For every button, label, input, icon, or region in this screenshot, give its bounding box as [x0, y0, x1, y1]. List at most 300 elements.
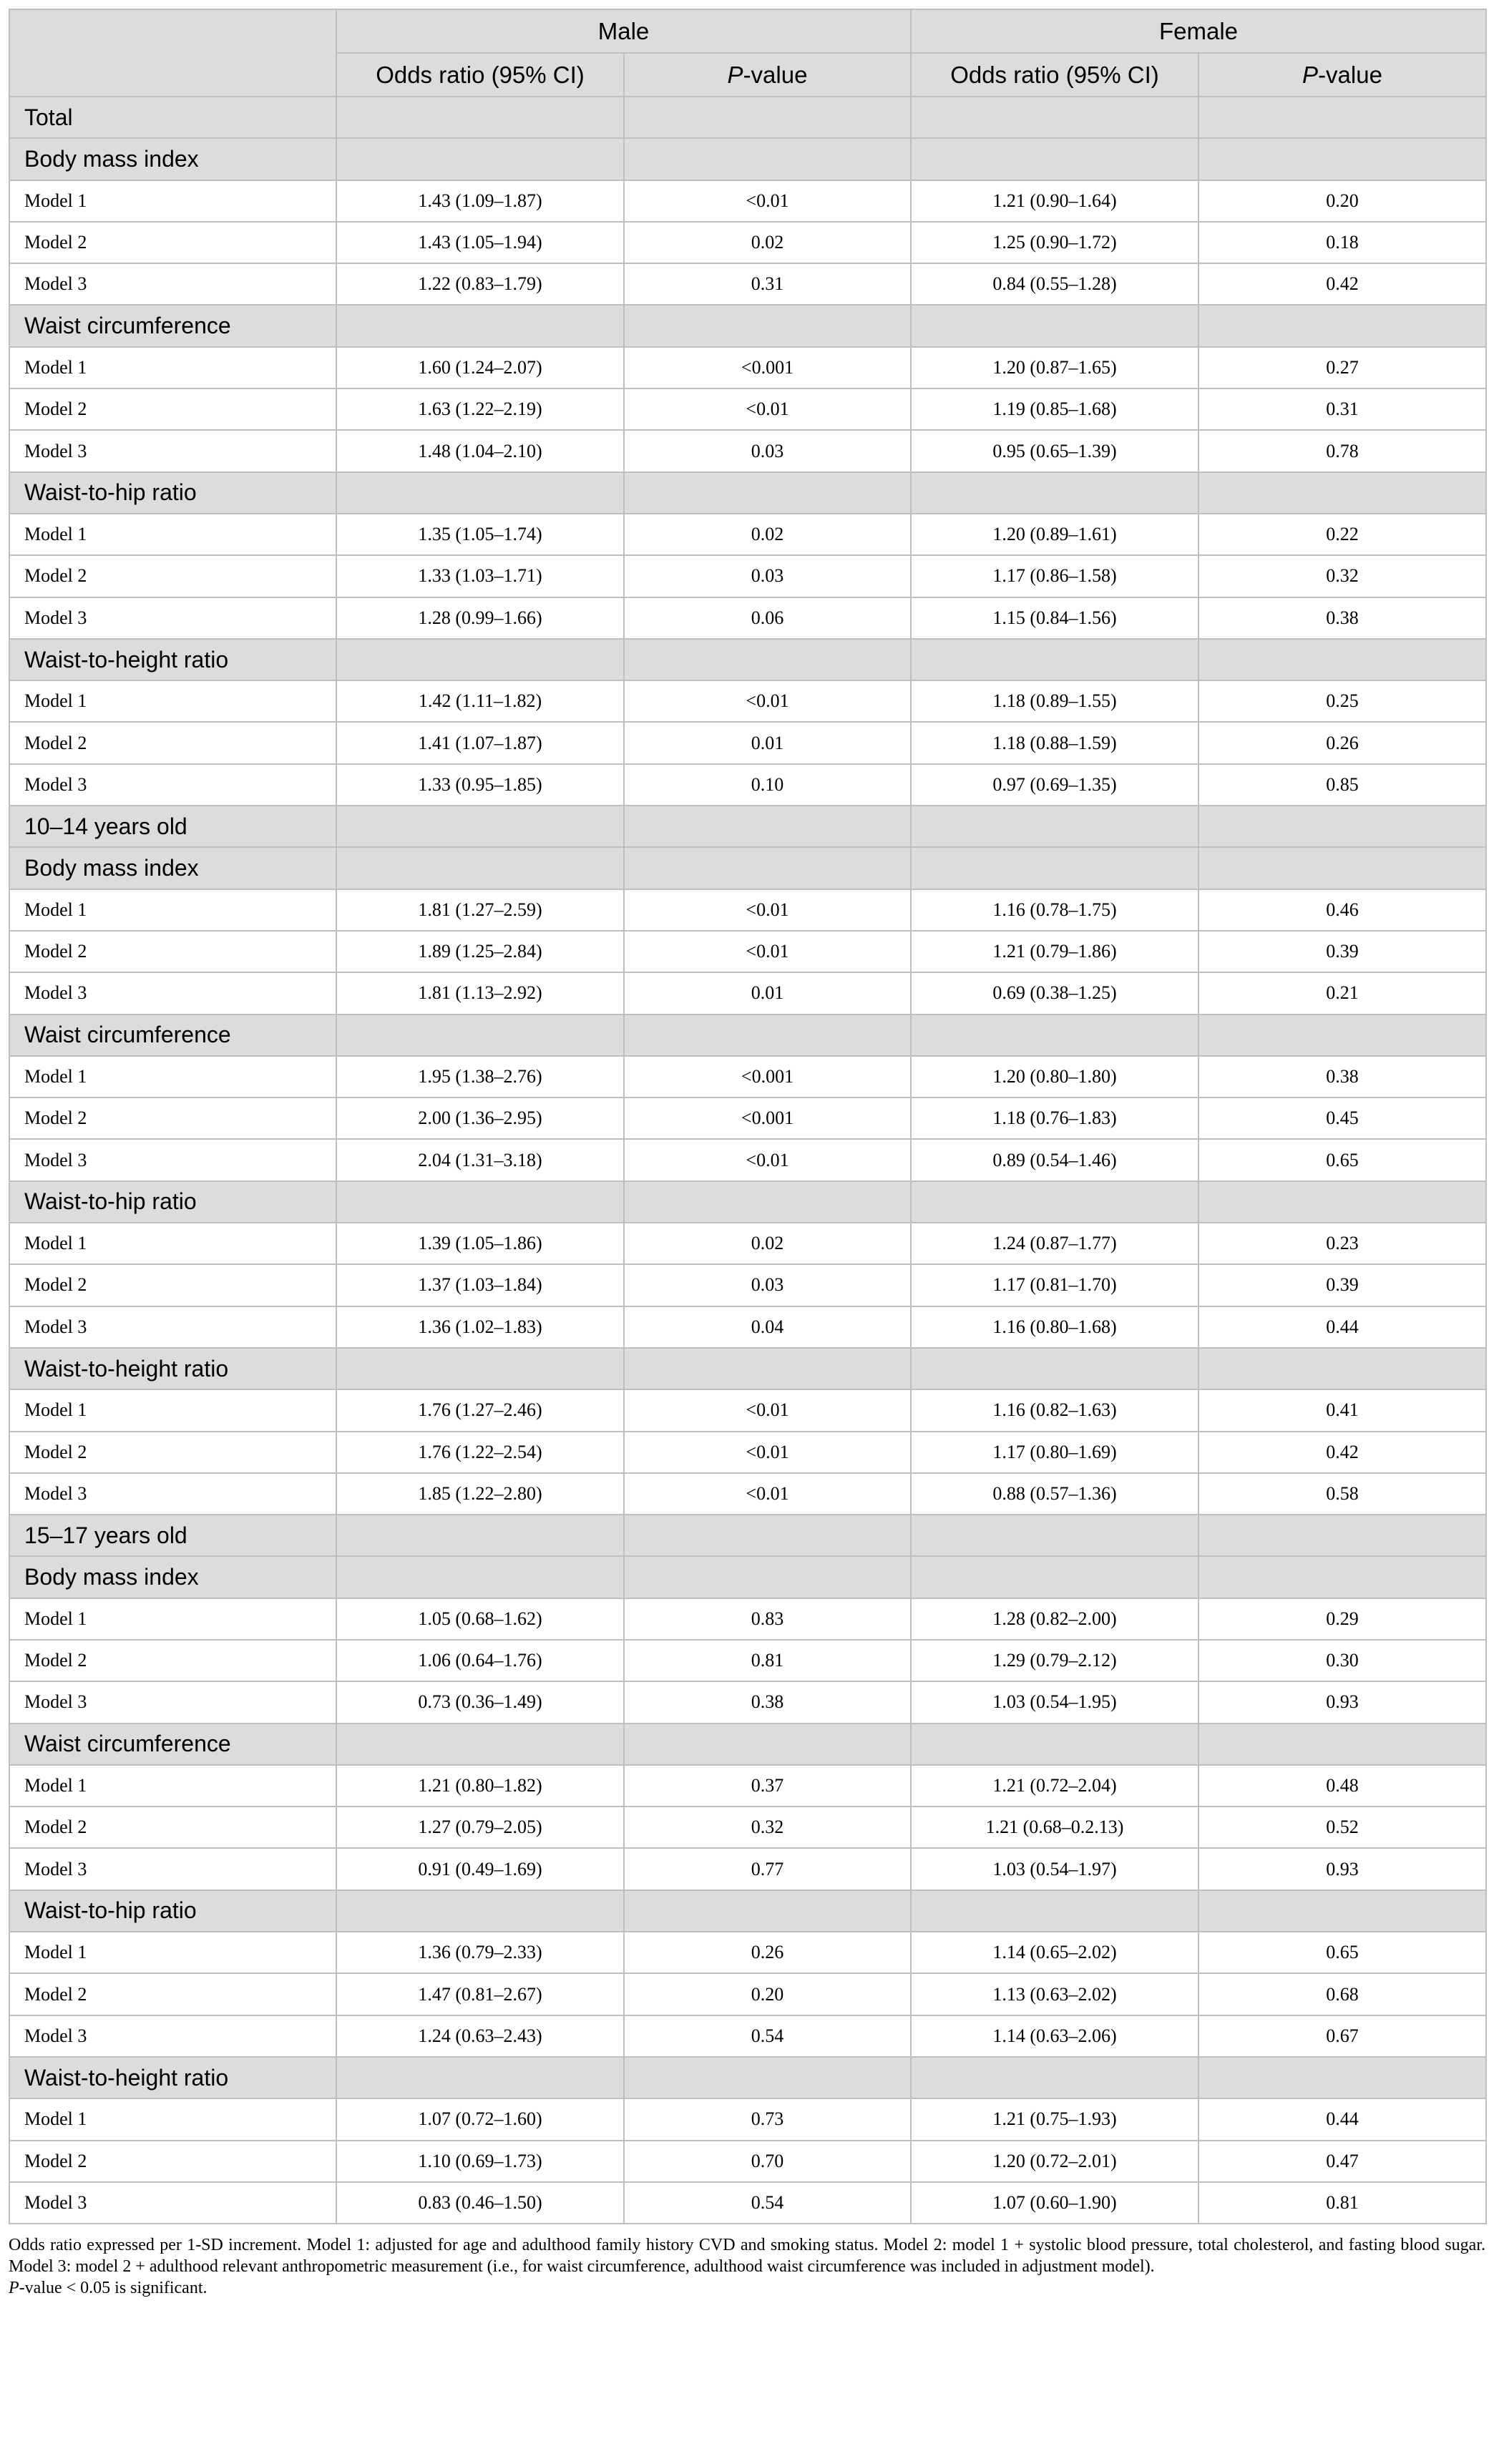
empty-cell — [624, 472, 911, 514]
male-odds-ratio: 1.21 (0.80–1.82) — [336, 1765, 624, 1807]
male-odds-ratio: 1.35 (1.05–1.74) — [336, 514, 624, 555]
male-p-value: 0.02 — [624, 222, 911, 263]
female-p-value: 0.65 — [1198, 1932, 1486, 1973]
female-odds-ratio: 1.16 (0.82–1.63) — [911, 1389, 1198, 1431]
empty-cell — [1198, 1515, 1486, 1556]
female-odds-ratio: 1.03 (0.54–1.95) — [911, 1681, 1198, 1723]
empty-cell — [336, 1515, 624, 1556]
female-p-value: 0.31 — [1198, 388, 1486, 430]
female-p-value: 0.38 — [1198, 597, 1486, 639]
empty-cell — [624, 2057, 911, 2098]
odds-ratio-table — [9, 9, 1487, 2224]
male-odds-ratio: 0.73 (0.36–1.49) — [336, 1681, 624, 1723]
male-p-value: 0.81 — [624, 1640, 911, 1681]
model-label: Model 1 — [9, 1932, 336, 1973]
empty-cell — [336, 1724, 624, 1765]
male-odds-ratio: 0.91 (0.49–1.69) — [336, 1848, 624, 1889]
table-row — [9, 1765, 1486, 1807]
table-row — [9, 1681, 1486, 1723]
female-p-value: 0.32 — [1198, 555, 1486, 597]
male-odds-ratio: 1.05 (0.68–1.62) — [336, 1598, 624, 1640]
female-p-value: 0.65 — [1198, 1139, 1486, 1180]
female-p-value: 0.29 — [1198, 1598, 1486, 1640]
male-p-value: <0.001 — [624, 1097, 911, 1139]
model-label: Model 2 — [9, 555, 336, 597]
table-row — [9, 347, 1486, 388]
model-label: Model 2 — [9, 931, 336, 972]
model-label: Model 2 — [9, 388, 336, 430]
female-p-value: 0.93 — [1198, 1681, 1486, 1723]
model-label: Model 1 — [9, 680, 336, 722]
table-row — [9, 931, 1486, 972]
empty-cell — [1198, 1556, 1486, 1598]
model-label: Model 1 — [9, 1598, 336, 1640]
female-odds-ratio: 1.13 (0.63–2.02) — [911, 1973, 1198, 2015]
model-label: Model 2 — [9, 1807, 336, 1848]
model-label: Model 3 — [9, 972, 336, 1014]
table-row — [9, 889, 1486, 931]
model-label: Model 1 — [9, 347, 336, 388]
male-odds-ratio: 1.48 (1.04–2.10) — [336, 430, 624, 471]
male-odds-ratio: 1.36 (0.79–2.33) — [336, 1932, 624, 1973]
measure-row — [9, 138, 1486, 180]
table-row — [9, 1306, 1486, 1348]
table-row — [9, 722, 1486, 763]
female-p-value: 0.26 — [1198, 722, 1486, 763]
header-row-stats — [9, 53, 1486, 97]
empty-cell — [911, 1181, 1198, 1223]
male-p-value: <0.01 — [624, 1389, 911, 1431]
female-odds-ratio: 1.21 (0.90–1.64) — [911, 180, 1198, 222]
male-odds-ratio: 1.43 (1.05–1.94) — [336, 222, 624, 263]
female-odds-ratio: 0.84 (0.55–1.28) — [911, 263, 1198, 305]
female-odds-ratio: 0.88 (0.57–1.36) — [911, 1473, 1198, 1515]
header-row-sex — [9, 9, 1486, 53]
male-p-value: 0.20 — [624, 1973, 911, 2015]
table-row — [9, 388, 1486, 430]
model-label: Model 3 — [9, 597, 336, 639]
male-p-value: <0.001 — [624, 347, 911, 388]
empty-cell — [624, 1515, 911, 1556]
empty-cell — [624, 1348, 911, 1389]
empty-cell — [624, 305, 911, 346]
empty-cell — [624, 806, 911, 847]
male-p-value: <0.01 — [624, 1473, 911, 1515]
female-odds-ratio: 1.14 (0.63–2.06) — [911, 2015, 1198, 2057]
model-label: Model 2 — [9, 222, 336, 263]
measure-label: Body mass index — [9, 138, 336, 180]
male-odds-ratio: 2.04 (1.31–3.18) — [336, 1139, 624, 1180]
measure-label: Waist-to-hip ratio — [9, 1181, 336, 1223]
empty-cell — [624, 847, 911, 889]
male-p-value: 0.32 — [624, 1807, 911, 1848]
male-odds-ratio: 1.81 (1.13–2.92) — [336, 972, 624, 1014]
empty-cell — [911, 1556, 1198, 1598]
female-odds-ratio: 1.20 (0.87–1.65) — [911, 347, 1198, 388]
male-odds-ratio: 1.28 (0.99–1.66) — [336, 597, 624, 639]
empty-cell — [336, 1181, 624, 1223]
model-label: Model 3 — [9, 263, 336, 305]
male-odds-ratio: 1.36 (1.02–1.83) — [336, 1306, 624, 1348]
model-label: Model 2 — [9, 1640, 336, 1681]
measure-row — [9, 2057, 1486, 2098]
measure-row — [9, 1348, 1486, 1389]
model-label: Model 3 — [9, 1139, 336, 1180]
female-p-value: 0.48 — [1198, 1765, 1486, 1807]
male-p-value: 0.02 — [624, 1223, 911, 1264]
measure-row — [9, 305, 1486, 346]
empty-cell — [1198, 1181, 1486, 1223]
model-label: Model 3 — [9, 1473, 336, 1515]
male-odds-ratio: 1.39 (1.05–1.86) — [336, 1223, 624, 1264]
empty-cell — [336, 472, 624, 514]
empty-cell — [1198, 1348, 1486, 1389]
male-p-value: <0.01 — [624, 1139, 911, 1180]
female-odds-ratio: 1.07 (0.60–1.90) — [911, 2182, 1198, 2224]
empty-cell — [911, 806, 1198, 847]
group-label: Total — [9, 97, 336, 138]
female-odds-ratio: 1.18 (0.76–1.83) — [911, 1097, 1198, 1139]
male-odds-ratio: 1.24 (0.63–2.43) — [336, 2015, 624, 2057]
female-odds-ratio: 1.17 (0.86–1.58) — [911, 555, 1198, 597]
female-odds-ratio: 1.20 (0.72–2.01) — [911, 2141, 1198, 2182]
p-suffix: -value — [1318, 61, 1382, 88]
male-p-value: 0.03 — [624, 1264, 911, 1306]
empty-cell — [336, 806, 624, 847]
header-corner — [9, 9, 336, 53]
header-female-odds-ratio: Odds ratio (95% CI) — [911, 53, 1198, 97]
female-odds-ratio: 1.16 (0.80–1.68) — [911, 1306, 1198, 1348]
male-odds-ratio: 1.10 (0.69–1.73) — [336, 2141, 624, 2182]
empty-cell — [1198, 305, 1486, 346]
footnote-models: Odds ratio expressed per 1-SD increment. Model 1: adjusted for age and adulthood family history CVD and smoking status. Model 2: model 1 + systolic blood pressure, total cholesterol, and fasting blood sugar. Model 3: model 2 + adulthood relevant anthropometric measurement (i.e., for waist circumference, adulthood waist circumference was included in adjustment model). — [9, 2236, 1485, 2276]
empty-cell — [1198, 1890, 1486, 1932]
measure-row — [9, 1890, 1486, 1932]
male-p-value: <0.01 — [624, 180, 911, 222]
group-row — [9, 1515, 1486, 1556]
table-row — [9, 2141, 1486, 2182]
table-row — [9, 1264, 1486, 1306]
male-p-value: 0.06 — [624, 597, 911, 639]
male-odds-ratio: 2.00 (1.36–2.95) — [336, 1097, 624, 1139]
model-label: Model 1 — [9, 1765, 336, 1807]
header-male-odds-ratio: Odds ratio (95% CI) — [336, 53, 624, 97]
female-p-value: 0.44 — [1198, 1306, 1486, 1348]
model-label: Model 2 — [9, 2141, 336, 2182]
model-label: Model 3 — [9, 764, 336, 806]
table-row — [9, 2015, 1486, 2057]
header-male-p-value — [624, 53, 911, 97]
table-row — [9, 180, 1486, 222]
table-row — [9, 1598, 1486, 1640]
table-row — [9, 1848, 1486, 1889]
male-odds-ratio: 1.81 (1.27–2.59) — [336, 889, 624, 931]
empty-cell — [624, 1015, 911, 1056]
measure-row — [9, 1181, 1486, 1223]
female-p-value: 0.81 — [1198, 2182, 1486, 2224]
table-row — [9, 1932, 1486, 1973]
male-odds-ratio: 1.33 (0.95–1.85) — [336, 764, 624, 806]
header-corner-lower — [9, 53, 336, 97]
empty-cell — [624, 639, 911, 680]
measure-label: Waist-to-height ratio — [9, 2057, 336, 2098]
empty-cell — [911, 639, 1198, 680]
female-p-value: 0.67 — [1198, 2015, 1486, 2057]
empty-cell — [336, 1556, 624, 1598]
empty-cell — [1198, 1015, 1486, 1056]
empty-cell — [911, 1015, 1198, 1056]
measure-label: Body mass index — [9, 1556, 336, 1598]
model-label: Model 1 — [9, 1056, 336, 1097]
male-odds-ratio: 1.43 (1.09–1.87) — [336, 180, 624, 222]
male-odds-ratio: 1.27 (0.79–2.05) — [336, 1807, 624, 1848]
p-letter: P — [9, 2279, 19, 2297]
male-odds-ratio: 1.76 (1.22–2.54) — [336, 1432, 624, 1473]
empty-cell — [911, 305, 1198, 346]
female-p-value: 0.25 — [1198, 680, 1486, 722]
measure-label: Waist-to-hip ratio — [9, 1890, 336, 1932]
empty-cell — [1198, 138, 1486, 180]
measure-row — [9, 639, 1486, 680]
empty-cell — [911, 1890, 1198, 1932]
empty-cell — [336, 1890, 624, 1932]
female-p-value: 0.38 — [1198, 1056, 1486, 1097]
header-female: Female — [911, 9, 1486, 53]
table-row — [9, 972, 1486, 1014]
female-odds-ratio: 1.29 (0.79–2.12) — [911, 1640, 1198, 1681]
male-p-value: <0.001 — [624, 1056, 911, 1097]
empty-cell — [911, 472, 1198, 514]
male-odds-ratio: 1.47 (0.81–2.67) — [336, 1973, 624, 2015]
female-p-value: 0.85 — [1198, 764, 1486, 806]
model-label: Model 2 — [9, 1097, 336, 1139]
male-odds-ratio: 1.60 (1.24–2.07) — [336, 347, 624, 388]
female-odds-ratio: 1.20 (0.89–1.61) — [911, 514, 1198, 555]
model-label: Model 3 — [9, 1306, 336, 1348]
empty-cell — [624, 1724, 911, 1765]
model-label: Model 3 — [9, 2182, 336, 2224]
female-odds-ratio: 1.21 (0.72–2.04) — [911, 1765, 1198, 1807]
empty-cell — [911, 1348, 1198, 1389]
female-odds-ratio: 1.17 (0.81–1.70) — [911, 1264, 1198, 1306]
male-p-value: 0.54 — [624, 2182, 911, 2224]
table-row — [9, 1056, 1486, 1097]
measure-label: Waist circumference — [9, 1015, 336, 1056]
female-p-value: 0.93 — [1198, 1848, 1486, 1889]
female-p-value: 0.58 — [1198, 1473, 1486, 1515]
header-female-p-value — [1198, 53, 1486, 97]
measure-row — [9, 472, 1486, 514]
group-row — [9, 97, 1486, 138]
female-odds-ratio: 1.28 (0.82–2.00) — [911, 1598, 1198, 1640]
model-label: Model 3 — [9, 1848, 336, 1889]
empty-cell — [1198, 806, 1486, 847]
empty-cell — [1198, 1724, 1486, 1765]
female-p-value: 0.42 — [1198, 1432, 1486, 1473]
empty-cell — [336, 305, 624, 346]
male-odds-ratio: 1.33 (1.03–1.71) — [336, 555, 624, 597]
female-p-value: 0.42 — [1198, 263, 1486, 305]
female-odds-ratio: 0.95 (0.65–1.39) — [911, 430, 1198, 471]
model-label: Model 1 — [9, 1389, 336, 1431]
empty-cell — [911, 2057, 1198, 2098]
measure-row — [9, 1724, 1486, 1765]
male-odds-ratio: 1.37 (1.03–1.84) — [336, 1264, 624, 1306]
empty-cell — [1198, 97, 1486, 138]
female-odds-ratio: 1.14 (0.65–2.02) — [911, 1932, 1198, 1973]
male-p-value: 0.04 — [624, 1306, 911, 1348]
female-p-value: 0.68 — [1198, 1973, 1486, 2015]
female-p-value: 0.41 — [1198, 1389, 1486, 1431]
table-row — [9, 1973, 1486, 2015]
male-p-value: <0.01 — [624, 889, 911, 931]
female-p-value: 0.20 — [1198, 180, 1486, 222]
model-label: Model 1 — [9, 2098, 336, 2140]
table-row — [9, 1432, 1486, 1473]
model-label: Model 3 — [9, 2015, 336, 2057]
measure-row — [9, 1556, 1486, 1598]
header-male: Male — [336, 9, 911, 53]
empty-cell — [911, 847, 1198, 889]
table-row — [9, 1223, 1486, 1264]
table-row — [9, 430, 1486, 471]
empty-cell — [1198, 639, 1486, 680]
significance-text: -value < 0.05 is significant. — [19, 2279, 208, 2297]
male-p-value: 0.77 — [624, 1848, 911, 1889]
female-odds-ratio: 1.24 (0.87–1.77) — [911, 1223, 1198, 1264]
empty-cell — [624, 138, 911, 180]
male-p-value: <0.01 — [624, 931, 911, 972]
table-row — [9, 680, 1486, 722]
model-label: Model 2 — [9, 722, 336, 763]
male-odds-ratio: 1.85 (1.22–2.80) — [336, 1473, 624, 1515]
male-odds-ratio: 1.63 (1.22–2.19) — [336, 388, 624, 430]
female-odds-ratio: 1.25 (0.90–1.72) — [911, 222, 1198, 263]
female-odds-ratio: 1.16 (0.78–1.75) — [911, 889, 1198, 931]
model-label: Model 1 — [9, 1223, 336, 1264]
empty-cell — [624, 1890, 911, 1932]
female-odds-ratio: 0.97 (0.69–1.35) — [911, 764, 1198, 806]
table-row — [9, 2098, 1486, 2140]
measure-label: Waist-to-height ratio — [9, 639, 336, 680]
male-odds-ratio: 1.76 (1.27–2.46) — [336, 1389, 624, 1431]
p-letter: P — [1302, 61, 1319, 88]
male-odds-ratio: 1.95 (1.38–2.76) — [336, 1056, 624, 1097]
empty-cell — [336, 97, 624, 138]
female-p-value: 0.44 — [1198, 2098, 1486, 2140]
table-row — [9, 514, 1486, 555]
empty-cell — [1198, 2057, 1486, 2098]
table-row — [9, 1097, 1486, 1139]
female-odds-ratio: 0.69 (0.38–1.25) — [911, 972, 1198, 1014]
measure-label: Waist-to-height ratio — [9, 1348, 336, 1389]
male-p-value: 0.02 — [624, 514, 911, 555]
female-odds-ratio: 1.03 (0.54–1.97) — [911, 1848, 1198, 1889]
male-p-value: <0.01 — [624, 388, 911, 430]
measure-row — [9, 847, 1486, 889]
empty-cell — [336, 639, 624, 680]
female-p-value: 0.21 — [1198, 972, 1486, 1014]
table-footnote — [9, 2234, 1485, 2299]
male-p-value: 0.03 — [624, 555, 911, 597]
empty-cell — [336, 2057, 624, 2098]
model-label: Model 1 — [9, 514, 336, 555]
female-p-value: 0.52 — [1198, 1807, 1486, 1848]
table-row — [9, 1473, 1486, 1515]
female-p-value: 0.39 — [1198, 931, 1486, 972]
model-label: Model 2 — [9, 1264, 336, 1306]
empty-cell — [911, 97, 1198, 138]
male-p-value: <0.01 — [624, 1432, 911, 1473]
table-row — [9, 1807, 1486, 1848]
female-odds-ratio: 1.21 (0.79–1.86) — [911, 931, 1198, 972]
p-letter: P — [727, 61, 743, 88]
male-p-value: 0.54 — [624, 2015, 911, 2057]
female-odds-ratio: 1.18 (0.88–1.59) — [911, 722, 1198, 763]
model-label: Model 3 — [9, 1681, 336, 1723]
male-p-value: 0.01 — [624, 972, 911, 1014]
empty-cell — [624, 1556, 911, 1598]
table-row — [9, 1139, 1486, 1180]
female-odds-ratio: 1.15 (0.84–1.56) — [911, 597, 1198, 639]
male-p-value: 0.10 — [624, 764, 911, 806]
male-p-value: 0.73 — [624, 2098, 911, 2140]
model-label: Model 2 — [9, 1432, 336, 1473]
empty-cell — [911, 1515, 1198, 1556]
empty-cell — [336, 1015, 624, 1056]
empty-cell — [1198, 847, 1486, 889]
model-label: Model 3 — [9, 430, 336, 471]
group-row — [9, 806, 1486, 847]
measure-label: Body mass index — [9, 847, 336, 889]
male-odds-ratio: 1.42 (1.11–1.82) — [336, 680, 624, 722]
group-label: 10–14 years old — [9, 806, 336, 847]
male-p-value: 0.03 — [624, 430, 911, 471]
female-odds-ratio: 0.89 (0.54–1.46) — [911, 1139, 1198, 1180]
table-row — [9, 1389, 1486, 1431]
model-label: Model 1 — [9, 889, 336, 931]
male-odds-ratio: 1.89 (1.25–2.84) — [336, 931, 624, 972]
p-suffix: -value — [743, 61, 808, 88]
male-odds-ratio: 1.22 (0.83–1.79) — [336, 263, 624, 305]
table-row — [9, 263, 1486, 305]
male-odds-ratio: 0.83 (0.46–1.50) — [336, 2182, 624, 2224]
female-p-value: 0.27 — [1198, 347, 1486, 388]
male-odds-ratio: 1.07 (0.72–1.60) — [336, 2098, 624, 2140]
table-row — [9, 597, 1486, 639]
measure-label: Waist circumference — [9, 305, 336, 346]
measure-label: Waist circumference — [9, 1724, 336, 1765]
female-p-value: 0.78 — [1198, 430, 1486, 471]
empty-cell — [911, 1724, 1198, 1765]
model-label: Model 1 — [9, 180, 336, 222]
table-row — [9, 555, 1486, 597]
measure-label: Waist-to-hip ratio — [9, 472, 336, 514]
female-p-value: 0.22 — [1198, 514, 1486, 555]
empty-cell — [336, 1348, 624, 1389]
male-p-value: 0.83 — [624, 1598, 911, 1640]
male-p-value: 0.37 — [624, 1765, 911, 1807]
table-row — [9, 764, 1486, 806]
male-p-value: <0.01 — [624, 680, 911, 722]
female-odds-ratio: 1.18 (0.89–1.55) — [911, 680, 1198, 722]
male-p-value: 0.38 — [624, 1681, 911, 1723]
female-p-value: 0.47 — [1198, 2141, 1486, 2182]
male-p-value: 0.01 — [624, 722, 911, 763]
male-odds-ratio: 1.41 (1.07–1.87) — [336, 722, 624, 763]
female-p-value: 0.45 — [1198, 1097, 1486, 1139]
male-odds-ratio: 1.06 (0.64–1.76) — [336, 1640, 624, 1681]
